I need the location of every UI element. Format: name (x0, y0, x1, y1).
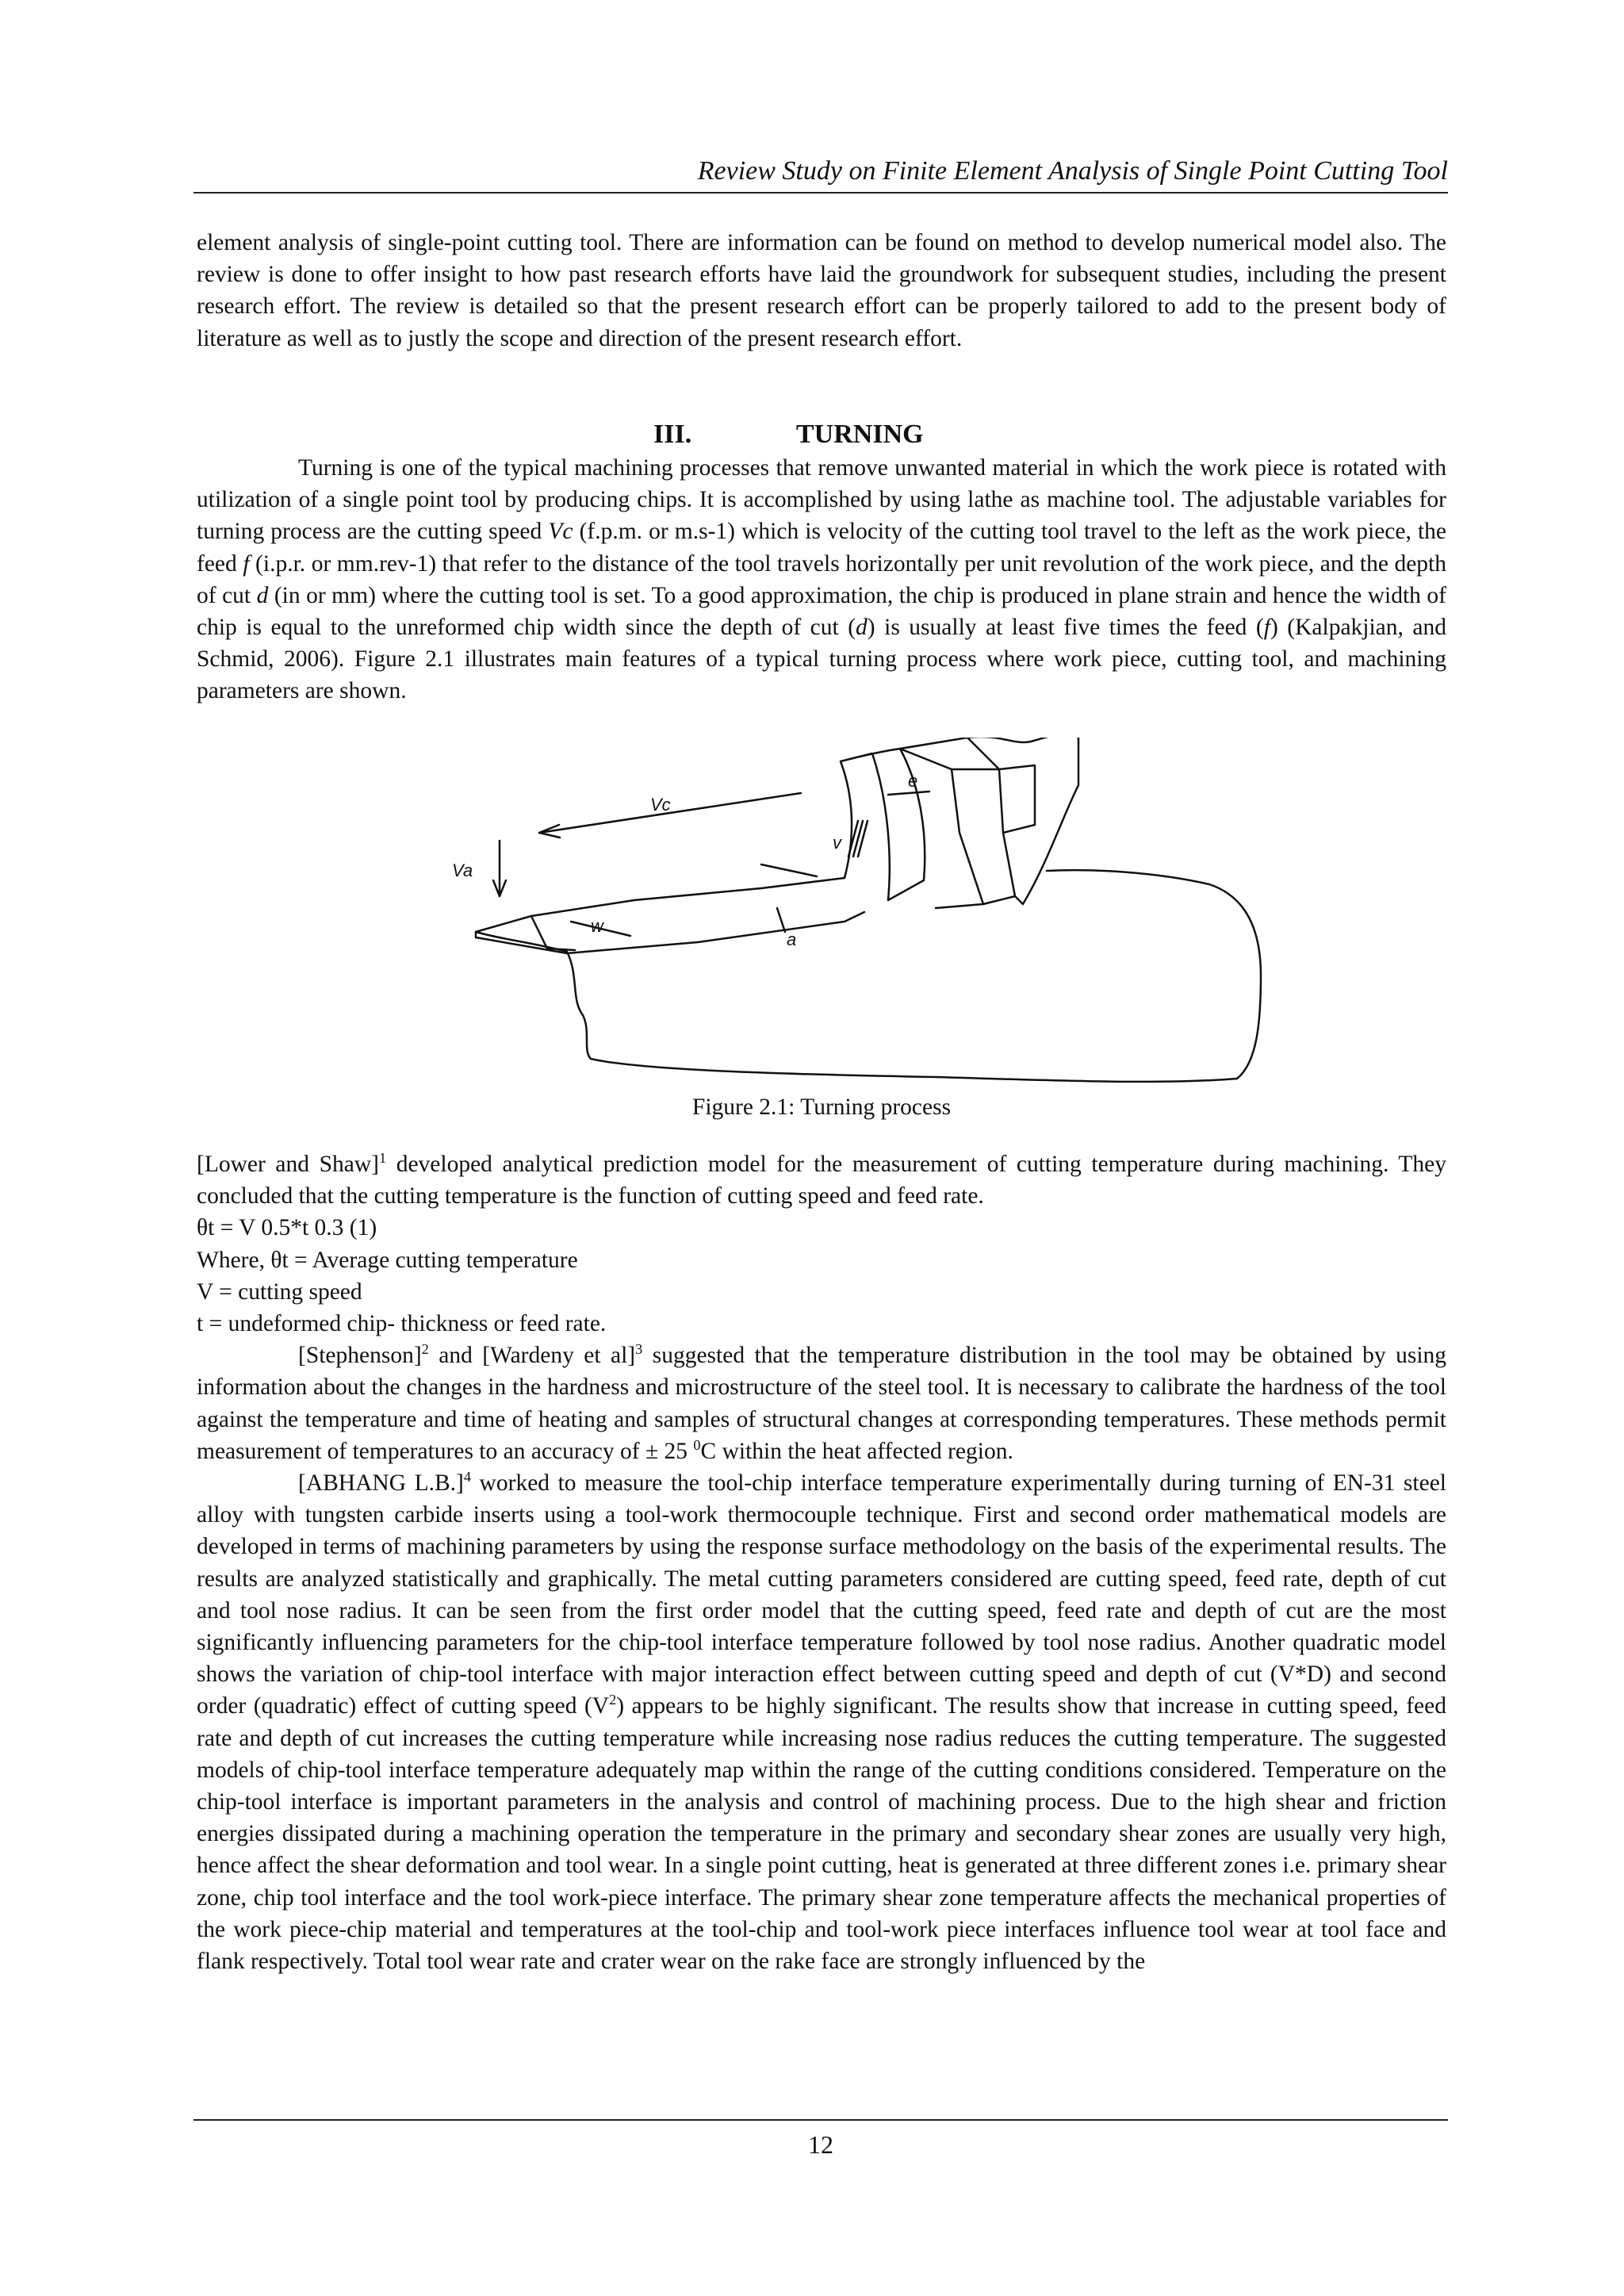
turning-text-5: ) is usually at least five times the feed ( (867, 615, 1264, 641)
a-dimension (777, 908, 785, 932)
chip-width-strip (476, 912, 864, 953)
wardeny-ref: and [Wardeny et al] (428, 1343, 636, 1369)
stephenson-paragraph (197, 1340, 1446, 1467)
where-line: Where, θt = Average cutting temperature (197, 1247, 578, 1273)
ref-superscript-4: 4 (463, 1469, 471, 1485)
squared-superscript: 2 (609, 1692, 617, 1708)
degree-superscript: 0 (693, 1437, 701, 1453)
turning-text-1: Turning is one of the typical machining processes that remove unwanted material in which the work piece is rotated with utilization of a single point tool by producing chips. It is accomplished by using lathe as machine tool. The adjustable variables for turning process are the cutting speed (197, 455, 1446, 545)
vc-label: Vc (650, 795, 671, 815)
section-number: III. (653, 420, 692, 449)
vc-symbol: Vc (548, 519, 573, 545)
lower-shaw-text: developed analytical prediction model for the measurement of cutting temperature during machining. They concluded that the cutting temperature is the function of cutting speed and feed rate. (197, 1152, 1446, 1209)
v-label: v (833, 833, 841, 853)
figure-caption: Figure 2.1: Turning process (691, 1094, 952, 1120)
turning-text-2: (f.p.m. or m.s-1) which is velocity of the cutting tool travel to the left as the work piece, the feed (197, 519, 1446, 577)
a-label: a (787, 930, 797, 949)
header-rule (193, 192, 1448, 194)
v-definition-line: V = cutting speed (197, 1278, 362, 1305)
lower-shaw-paragraph (197, 1148, 1446, 1212)
footer-rule (193, 2119, 1448, 2121)
equation-line: θt = V 0.5*t 0.3 (1) (197, 1215, 377, 1241)
stephenson-ref: [Stephenson] (298, 1343, 422, 1369)
f-symbol: f (243, 550, 250, 577)
section-title: TURNING (796, 420, 924, 449)
e-label: e (908, 771, 918, 791)
d-symbol: d (256, 582, 269, 608)
f-symbol-2: f (1263, 615, 1270, 641)
turning-text-4: (in or mm) where the cutting tool is set. To a good approximation, the chip is produced in plane strain and hence the width of chip is equal to the unreformed chip width since the depth of cut ( (197, 582, 1446, 641)
intro-paragraph: element analysis of single-point cutting tool. There are information can be found on method to develop numerical model also. The review is done to offer insight to how past research efforts have laid the groundwork for subsequent studies, including the present research effort. The review is detailed so that the present research effort can be properly tailored to add to the present body of literature as well as to justly the scope and direction of the present research effort. (197, 230, 1446, 351)
workpiece-outline (476, 870, 1261, 1082)
page-number: 12 (808, 2130, 833, 2159)
turning-text-6: ) (Kalpakjian, and Schmid, 2006). Figure 2.1 illustrates main features of a typical turning process where work piece, cutting tool, and machining parameters are shown. (197, 615, 1446, 704)
literature-section (197, 1148, 1446, 1977)
abhang-ref: [ABHANG L.B.] (298, 1470, 464, 1497)
turning-section (197, 452, 1446, 707)
e-dimension (888, 792, 929, 795)
intro-section (197, 227, 1446, 355)
w-label: w (591, 916, 603, 936)
stephenson-text-2: C within the heat affected region. (700, 1438, 1013, 1464)
running-header: Review Study on Finite Element Analysis of Single Point Cutting Tool (697, 156, 1448, 186)
turning-text-3: (i.p.r. or mm.rev-1) that refer to the distance of the tool travels horizontally per unit revolution of the work piece, and the depth of cut (197, 550, 1447, 608)
ref-superscript-2: 2 (421, 1341, 429, 1358)
va-label: Va (452, 861, 473, 880)
abhang-text-2: ) appears to be highly significant. The results show that increase in cutting speed, feed rate and depth of cut increases the cutting temperature while increasing nose radius reduces the cutting temperature. The suggested models of chip-tool interface temperature adequately map within the range of the cutting conditions considered. Temperature on the chip-tool interface is important parameters in the analysis and control of machining process. Due to the high shear and friction energies dissipated during a machining operation the temperature in the primary and secondary shear zones are usually very high, hence affect the shear deformation and tool wear. In a single point cutting, heat is generated at three different zones i.e. primary shear zone, chip tool interface and the tool work-piece interface. The primary shear zone temperature affects the mechanical properties of the work piece-chip material and temperatures at the tool-chip and tool-work piece interfaces influence tool wear at tool face and flank respectively. Total tool wear rate and crater wear on the rake face are strongly influenced by the (197, 1693, 1446, 1975)
abhang-text-1: worked to measure the tool-chip interface temperature experimentally during turning of EN-31 steel alloy with tungsten carbide inserts using a tool-work thermocouple technique. First and second order mathematical models are developed in terms of machining parameters by using the response surface methodology on the basis of the experimental results. The results are analyzed statistically and graphically. The metal cutting parameters considered are cutting speed, feed rate, depth of cut and tool nose radius. It can be seen from the first order model that the cutting speed, feed rate and depth of cut are the most significantly influencing parameters for the chip-tool interface temperature followed by tool nose radius. Another quadratic model shows the variation of chip-tool interface with major interaction effect between cutting speed and depth of cut (V*D) and second order (quadratic) effect of cutting speed (V (197, 1470, 1446, 1719)
t-definition-line: t = undeformed chip- thickness or feed rate. (197, 1311, 607, 1337)
tool-body (900, 738, 1015, 904)
abhang-paragraph (197, 1467, 1446, 1977)
turning-process-figure (444, 738, 1300, 1094)
shear-plane-line (761, 864, 817, 876)
d-symbol-2: d (856, 615, 868, 641)
ref-superscript-1: 1 (378, 1150, 387, 1167)
ref-superscript-3: 3 (635, 1341, 643, 1358)
turning-paragraph (197, 452, 1446, 707)
stephenson-text: suggested that the temperature distribution in the tool may be obtained by using information about the changes in the hardness and microstructure of the steel tool. It is necessary to calibrate the hardness of the tool against the temperature and time of heating and samples of structural changes at corresponding temperatures. These methods permit measurement of temperatures to an accuracy of ± 25 (197, 1343, 1447, 1464)
lower-shaw-ref: [Lower and Shaw] (197, 1152, 379, 1177)
